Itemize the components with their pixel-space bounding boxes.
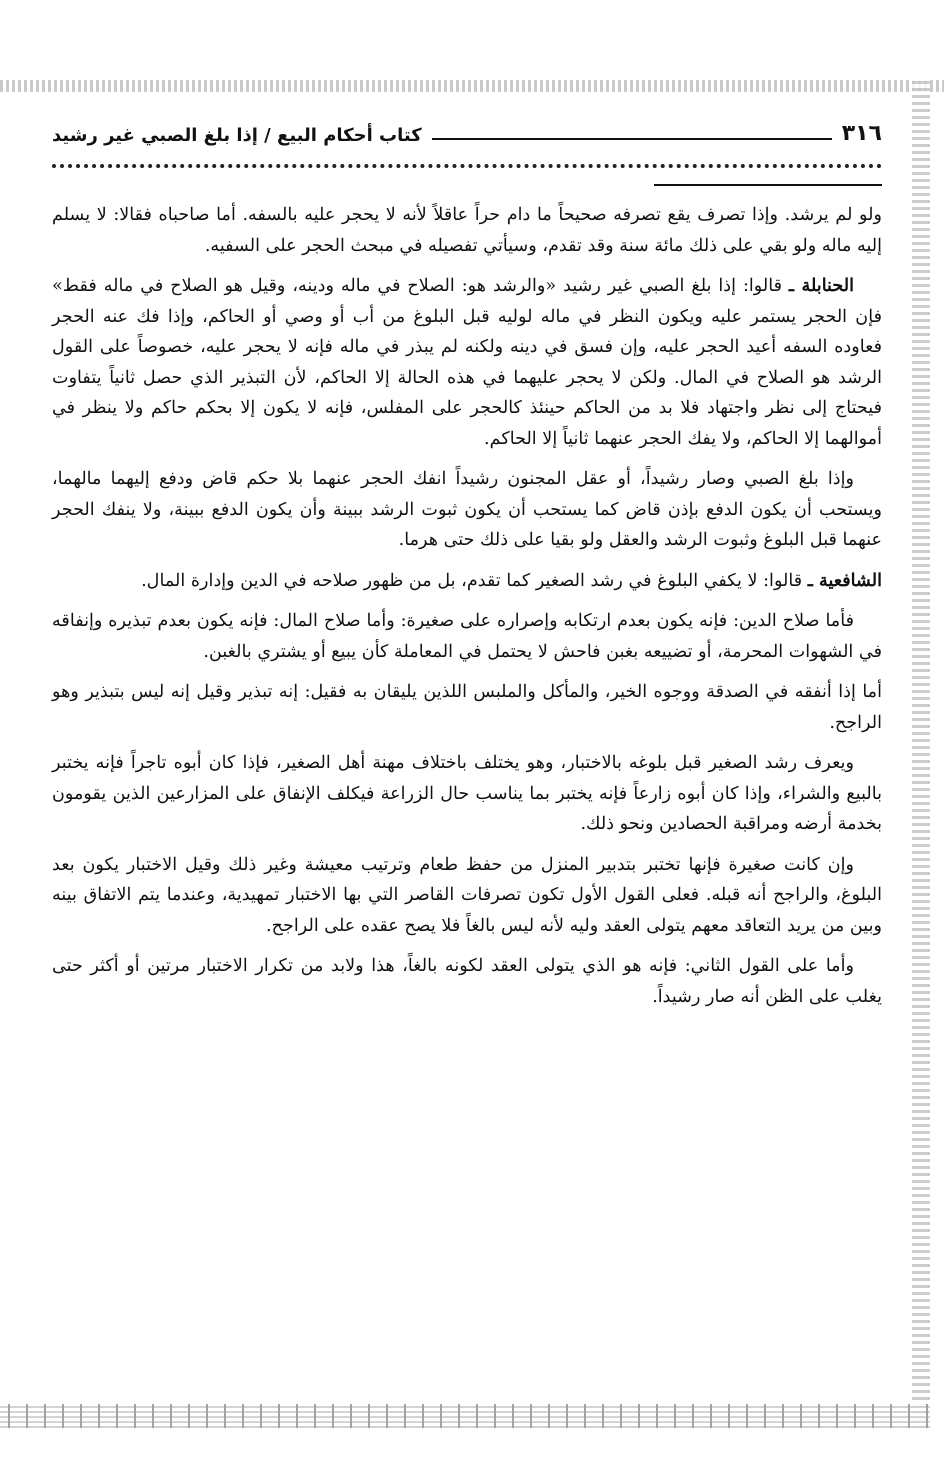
running-title: كتاب أحكام البيع / إذا بلغ الصبي غير رشيد — [52, 125, 422, 146]
paragraph-text: ولو لم يرشد. وإذا تصرف يقع تصرفه صحيحاً ما دام حراً عاقلاً لأنه لا يحجر عليه بالسفه. أما صاحباه فقالا: لا يسلم إليه ماله ولو بقي على ذلك مائة سنة وقد تقدم، وسيأتي تفصيله في مبحث الحجر على السفيه. — [52, 205, 882, 256]
dotted-separator — [52, 164, 882, 172]
school-heading-hanbali: الحنابلة ـ — [788, 275, 854, 296]
paragraph-text: وأما على القول الثاني: فإنه هو الذي يتولى العقد لكونه بالغاً، هذا ولابد من تكرار الاختبار مرتين أو أكثر حتى يغلب على الظن أنه صار رشيداً. — [52, 956, 882, 1007]
paragraph — [52, 677, 882, 738]
book-page — [52, 112, 882, 1392]
body-text — [52, 200, 882, 1022]
page-number: ٣١٦ — [841, 121, 882, 146]
paragraph — [52, 464, 882, 556]
paragraph-text: قالوا: إذا بلغ الصبي غير رشيد «والرشد هو: الصلاح في ماله ودينه، وقيل هو الصلاح في ماله فقط» فإن الحجر يستمر عليه ويكون النظر في ماله لوليه قبل البلوغ من أب أو وصي أو الحاكم، وإذا فك عنه الحجر فعاوده السفه أعيد الحجر عليه، وإن فسق في دينه ولكنه لم يبذر في ماله فإنه لا يحجر عليه، خصوصاً على القول الرشد هو الصلاح في المال. ولكن لا يحجر عليهما في هذه الحالة إلا الحاكم، لأن التبذير الذي حصل ثانياً يتفاوت فيحتاج إلى نظر واجتهاد فلا بد من الحاكم حينئذ كالحجر على المفلس، فإنه لا يكون إلا بحكم حاكم ولا ينظر في أموالهما إلا الحاكم، ولا يفك الحجر عنهما ثانياً إلا الحاكم. — [52, 276, 882, 449]
paragraph — [52, 200, 882, 261]
paragraph-text: وإذا بلغ الصبي وصار رشيداً، أو عقل المجنون رشيداً انفك الحجر عنهما بلا حكم قاض ودفع إليهما مالهما، ويستحب أن يكون الدفع بإذن قاض كما يستحب أن يكون ثبوت الرشد ببينة وأن يكون الدفع ببينة، ولا ينفك الحجر عنهما قبل البلوغ وثبوت الرشد والعقل ولو بقيا على ذلك حتى هرما. — [52, 469, 882, 550]
ornamental-border-bottom — [0, 1404, 930, 1428]
paragraph — [52, 850, 882, 942]
paragraph-text: وإن كانت صغيرة فإنها تختبر بتدبير المنزل من حفظ طعام وترتيب معيشة وغير ذلك وقيل الاختبار يكون بعد البلوغ، والراجح أنه قبله. فعلى القول الأول تكون تصرفات القاصر التي بها الاختبار تمهيدية، وعندما يتم الاتفاق بينه وبين من يريد التعاقد معهم يتولى العقد وليه لأنه ليس بالغاً فلا يصح عقده على الراجح. — [52, 854, 882, 936]
ornamental-border-top — [0, 80, 944, 92]
paragraph — [52, 566, 882, 597]
school-heading-shafii: الشافعية ـ — [807, 569, 882, 591]
paragraph-text: فأما صلاح الدين: فإنه يكون بعدم ارتكابه وإصراره على صغيرة: وأما صلاح المال: فإنه يكون بعدم تبذيره وإنفاقه في الشهوات المحرمة، أو تضييعه بغبن فاحش لا يحتمل في المعاملة كأن يبيع أو يشتري بالغبن. — [52, 611, 882, 662]
ornamental-border-right — [912, 80, 930, 1428]
paragraph — [52, 748, 882, 840]
paragraph-text: ويعرف رشد الصغير قبل بلوغه بالاختبار، وهو يختلف باختلاف مهنة أهل الصغير، فإذا كان أبوه تاجراً فإنه يختبر بالبيع والشراء، وإذا كان أبوه زارعاً فإنه يختبر بما يناسب حال الزراعة فيكلف الإنفاق على المزارعين الذين يقومون بخدمة أرضه ومراقبة الحصادين ونحو ذلك. — [52, 753, 882, 834]
page-header — [52, 112, 882, 152]
footnote-rule — [654, 184, 882, 186]
paragraph — [52, 606, 882, 667]
header-rule — [432, 138, 832, 140]
paragraph-text: أما إذا أنفقه في الصدقة ووجوه الخير، والمأكل والملبس اللذين يليقان به فقيل: إنه تبذير وقيل إنه ليس بتبذير وهو الراجح. — [52, 682, 882, 733]
paragraph-text: قالوا: لا يكفي البلوغ في رشد الصغير كما تقدم، بل من ظهور صلاحه في الدين وإدارة المال. — [141, 570, 803, 591]
paragraph — [52, 271, 882, 454]
paragraph — [52, 951, 882, 1012]
